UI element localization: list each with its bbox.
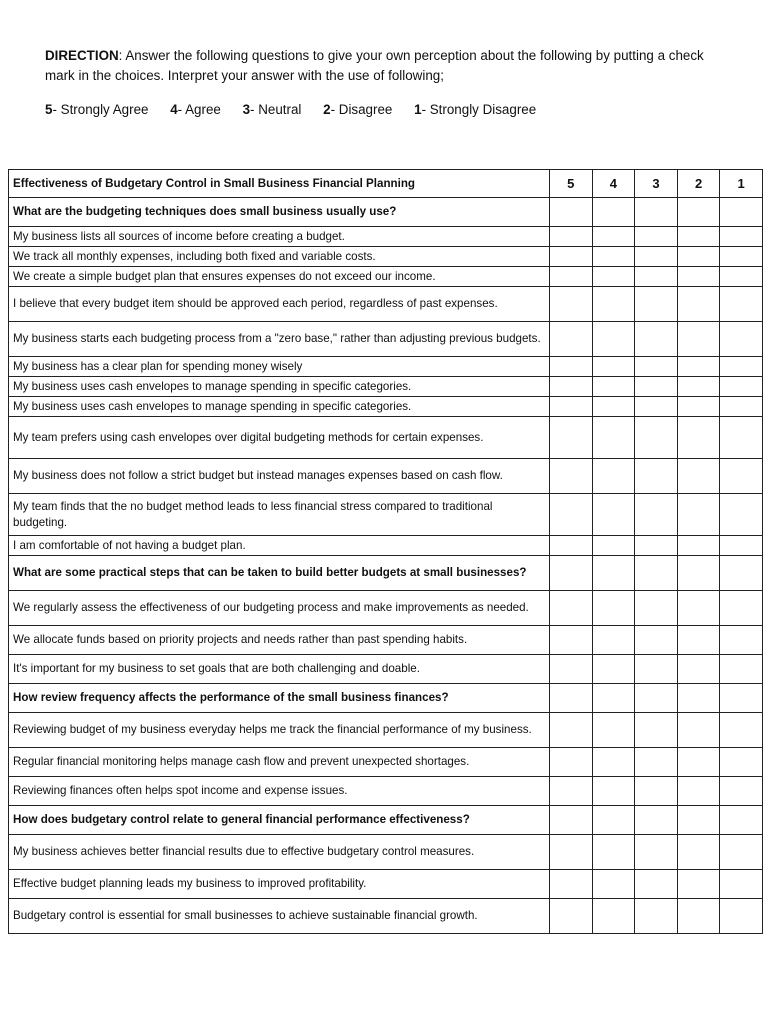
rating-cell-2[interactable] [677, 322, 720, 357]
rating-cell-1[interactable] [720, 899, 763, 934]
scale-number: 4 [170, 102, 178, 117]
rating-cell-3[interactable] [635, 459, 678, 494]
rating-cell-2[interactable] [677, 247, 720, 267]
rating-cell-2[interactable] [677, 626, 720, 655]
question-row [9, 397, 763, 417]
scale-item [414, 101, 536, 119]
column-header-1: 1 [720, 170, 763, 198]
section-header-row [9, 198, 763, 227]
rating-cell-4[interactable] [592, 536, 635, 556]
rating-cell-3[interactable] [635, 247, 678, 267]
column-header-2: 2 [677, 170, 720, 198]
rating-cell-3[interactable] [635, 713, 678, 748]
direction-label: DIRECTION [45, 48, 119, 63]
rating-cell-5[interactable] [550, 227, 593, 247]
rating-cell-2[interactable] [677, 835, 720, 870]
rating-cell-2 [677, 684, 720, 713]
rating-cell-4[interactable] [592, 494, 635, 536]
statement-text: Budgetary control is essential for small businesses to achieve sustainable financial growth. [9, 899, 550, 934]
rating-cell-3[interactable] [635, 322, 678, 357]
rating-cell-2[interactable] [677, 655, 720, 684]
scale-item [170, 101, 221, 119]
question-row [9, 267, 763, 287]
rating-cell-4[interactable] [592, 267, 635, 287]
section-header-row [9, 806, 763, 835]
rating-cell-2[interactable] [677, 357, 720, 377]
rating-cell-4[interactable] [592, 227, 635, 247]
section-question: What are the budgeting techniques does small business usually use? [9, 198, 550, 227]
rating-cell-4[interactable] [592, 870, 635, 899]
scale-number: 2 [323, 102, 331, 117]
scale-label: - Disagree [330, 102, 393, 117]
statement-text: Reviewing finances often helps spot income and expense issues. [9, 777, 550, 806]
rating-cell-4[interactable] [592, 247, 635, 267]
rating-cell-4 [592, 556, 635, 591]
question-row [9, 748, 763, 777]
rating-cell-5[interactable] [550, 748, 593, 777]
rating-cell-5[interactable] [550, 655, 593, 684]
column-header-4: 4 [592, 170, 635, 198]
question-row [9, 655, 763, 684]
statement-text: My team prefers using cash envelopes over digital budgeting methods for certain expenses. [9, 417, 550, 459]
question-row [9, 899, 763, 934]
rating-cell-5[interactable] [550, 777, 593, 806]
rating-cell-2 [677, 806, 720, 835]
rating-cell-3[interactable] [635, 227, 678, 247]
rating-cell-4[interactable] [592, 655, 635, 684]
rating-cell-2[interactable] [677, 870, 720, 899]
direction-paragraph [45, 46, 735, 86]
rating-cell-4 [592, 806, 635, 835]
rating-cell-4[interactable] [592, 835, 635, 870]
rating-cell-3[interactable] [635, 287, 678, 322]
statement-text: Regular financial monitoring helps manage cash flow and prevent unexpected shortages. [9, 748, 550, 777]
question-row [9, 777, 763, 806]
rating-cell-5[interactable] [550, 247, 593, 267]
rating-cell-4[interactable] [592, 397, 635, 417]
question-row [9, 357, 763, 377]
rating-cell-3[interactable] [635, 357, 678, 377]
table-header-row [9, 170, 763, 198]
rating-cell-1[interactable] [720, 626, 763, 655]
rating-cell-2[interactable] [677, 494, 720, 536]
rating-cell-2[interactable] [677, 227, 720, 247]
rating-cell-5[interactable] [550, 322, 593, 357]
rating-cell-1[interactable] [720, 536, 763, 556]
rating-cell-1[interactable] [720, 227, 763, 247]
rating-cell-4[interactable] [592, 417, 635, 459]
statement-text: My business has a clear plan for spending money wisely [9, 357, 550, 377]
rating-cell-5[interactable] [550, 377, 593, 397]
rating-cell-5[interactable] [550, 591, 593, 626]
rating-cell-3[interactable] [635, 377, 678, 397]
rating-cell-3[interactable] [635, 655, 678, 684]
rating-cell-1[interactable] [720, 870, 763, 899]
scale-label: - Neutral [250, 102, 302, 117]
rating-cell-3[interactable] [635, 267, 678, 287]
question-row [9, 870, 763, 899]
rating-cell-2[interactable] [677, 777, 720, 806]
statement-text: We track all monthly expenses, including both fixed and variable costs. [9, 247, 550, 267]
rating-cell-5 [550, 684, 593, 713]
rating-cell-4 [592, 198, 635, 227]
rating-cell-5 [550, 806, 593, 835]
rating-cell-1[interactable] [720, 417, 763, 459]
rating-cell-4[interactable] [592, 357, 635, 377]
rating-cell-5[interactable] [550, 835, 593, 870]
statement-text: I am comfortable of not having a budget plan. [9, 536, 550, 556]
rating-cell-1 [720, 556, 763, 591]
rating-cell-3 [635, 684, 678, 713]
rating-cell-4[interactable] [592, 591, 635, 626]
rating-cell-1[interactable] [720, 835, 763, 870]
statement-text: My business achieves better financial results due to effective budgetary control measures. [9, 835, 550, 870]
rating-cell-1[interactable] [720, 494, 763, 536]
rating-cell-5[interactable] [550, 287, 593, 322]
statement-text: I believe that every budget item should be approved each period, regardless of past expenses. [9, 287, 550, 322]
table-title: Effectiveness of Budgetary Control in Small Business Financial Planning [9, 170, 550, 198]
scale-number: 1 [414, 102, 422, 117]
survey-table [8, 169, 763, 934]
rating-cell-4[interactable] [592, 777, 635, 806]
rating-cell-1[interactable] [720, 247, 763, 267]
statement-text: My business uses cash envelopes to manage spending in specific categories. [9, 377, 550, 397]
rating-cell-1 [720, 684, 763, 713]
statement-text: We allocate funds based on priority projects and needs rather than past spending habits. [9, 626, 550, 655]
question-row [9, 459, 763, 494]
rating-cell-1[interactable] [720, 459, 763, 494]
question-row [9, 247, 763, 267]
rating-cell-3[interactable] [635, 494, 678, 536]
scale-label: - Strongly Disagree [421, 102, 537, 117]
rating-cell-1[interactable] [720, 655, 763, 684]
rating-cell-5 [550, 556, 593, 591]
statement-text: We regularly assess the effectiveness of our budgeting process and make improvements as needed. [9, 591, 550, 626]
column-header-3: 3 [635, 170, 678, 198]
scale-number: 5 [45, 102, 53, 117]
rating-cell-3[interactable] [635, 748, 678, 777]
rating-cell-2[interactable] [677, 287, 720, 322]
rating-cell-3[interactable] [635, 397, 678, 417]
statement-text: My business starts each budgeting process from a "zero base," rather than adjusting previous budgets. [9, 322, 550, 357]
rating-cell-5[interactable] [550, 397, 593, 417]
scale-item [323, 101, 392, 119]
rating-cell-5[interactable] [550, 899, 593, 934]
question-row [9, 626, 763, 655]
rating-cell-2[interactable] [677, 713, 720, 748]
rating-cell-1[interactable] [720, 397, 763, 417]
rating-cell-2[interactable] [677, 417, 720, 459]
rating-cell-3 [635, 198, 678, 227]
rating-scale-legend [45, 101, 554, 119]
rating-cell-4[interactable] [592, 626, 635, 655]
scale-label: - Agree [177, 102, 221, 117]
statement-text: We create a simple budget plan that ensures expenses do not exceed our income. [9, 267, 550, 287]
question-row [9, 417, 763, 459]
rating-cell-2[interactable] [677, 397, 720, 417]
rating-cell-5[interactable] [550, 267, 593, 287]
rating-cell-1[interactable] [720, 591, 763, 626]
rating-cell-2[interactable] [677, 748, 720, 777]
rating-cell-2[interactable] [677, 459, 720, 494]
rating-cell-3[interactable] [635, 626, 678, 655]
statement-text: Reviewing budget of my business everyday helps me track the financial performance of my business. [9, 713, 550, 748]
section-header-row [9, 684, 763, 713]
question-row [9, 494, 763, 536]
rating-cell-1[interactable] [720, 713, 763, 748]
scale-item [45, 101, 148, 119]
column-header-5: 5 [550, 170, 593, 198]
question-row [9, 591, 763, 626]
rating-cell-5[interactable] [550, 536, 593, 556]
rating-cell-3[interactable] [635, 591, 678, 626]
rating-cell-2[interactable] [677, 267, 720, 287]
rating-cell-4[interactable] [592, 899, 635, 934]
question-row [9, 536, 763, 556]
rating-cell-1[interactable] [720, 322, 763, 357]
rating-cell-2[interactable] [677, 591, 720, 626]
rating-cell-3[interactable] [635, 536, 678, 556]
rating-cell-3[interactable] [635, 835, 678, 870]
direction-text: : Answer the following questions to give your own perception about the following by putting a check mark in the choices. Interpret your answer with the use of following; [45, 48, 704, 83]
rating-cell-3[interactable] [635, 870, 678, 899]
scale-number: 3 [242, 102, 251, 117]
rating-cell-2[interactable] [677, 536, 720, 556]
rating-cell-2 [677, 198, 720, 227]
rating-cell-5[interactable] [550, 713, 593, 748]
rating-cell-4[interactable] [592, 322, 635, 357]
statement-text: Effective budget planning leads my business to improved profitability. [9, 870, 550, 899]
statement-text: My business does not follow a strict budget but instead manages expenses based on cash flow. [9, 459, 550, 494]
rating-cell-2[interactable] [677, 377, 720, 397]
rating-cell-1 [720, 198, 763, 227]
rating-cell-4[interactable] [592, 377, 635, 397]
section-question: What are some practical steps that can be taken to build better budgets at small businesses? [9, 556, 550, 591]
rating-cell-5[interactable] [550, 357, 593, 377]
statement-text: My business lists all sources of income before creating a budget. [9, 227, 550, 247]
rating-cell-5[interactable] [550, 417, 593, 459]
rating-cell-2[interactable] [677, 899, 720, 934]
rating-cell-1 [720, 806, 763, 835]
rating-cell-3 [635, 806, 678, 835]
rating-cell-5[interactable] [550, 626, 593, 655]
rating-cell-1[interactable] [720, 287, 763, 322]
rating-cell-5[interactable] [550, 870, 593, 899]
section-question: How review frequency affects the performance of the small business finances? [9, 684, 550, 713]
rating-cell-2 [677, 556, 720, 591]
rating-cell-3[interactable] [635, 417, 678, 459]
question-row [9, 322, 763, 357]
rating-cell-3[interactable] [635, 777, 678, 806]
rating-cell-4 [592, 684, 635, 713]
rating-cell-4[interactable] [592, 459, 635, 494]
rating-cell-1[interactable] [720, 777, 763, 806]
question-row [9, 227, 763, 247]
section-header-row [9, 556, 763, 591]
question-row [9, 713, 763, 748]
statement-text: It's important for my business to set goals that are both challenging and doable. [9, 655, 550, 684]
rating-cell-5[interactable] [550, 459, 593, 494]
rating-cell-1[interactable] [720, 377, 763, 397]
survey-body [9, 198, 763, 934]
rating-cell-3 [635, 556, 678, 591]
rating-cell-1[interactable] [720, 748, 763, 777]
scale-item [243, 101, 302, 119]
rating-cell-4[interactable] [592, 748, 635, 777]
statement-text: My team finds that the no budget method leads to less financial stress compared to traditional budgeting. [9, 494, 550, 536]
rating-cell-5 [550, 198, 593, 227]
question-row [9, 835, 763, 870]
question-row [9, 377, 763, 397]
rating-cell-4[interactable] [592, 713, 635, 748]
question-row [9, 287, 763, 322]
rating-cell-4[interactable] [592, 287, 635, 322]
section-question: How does budgetary control relate to general financial performance effectiveness? [9, 806, 550, 835]
rating-cell-1[interactable] [720, 267, 763, 287]
scale-label: - Strongly Agree [52, 102, 149, 117]
rating-cell-3[interactable] [635, 899, 678, 934]
rating-cell-5[interactable] [550, 494, 593, 536]
statement-text: My business uses cash envelopes to manage spending in specific categories. [9, 397, 550, 417]
rating-cell-1[interactable] [720, 357, 763, 377]
